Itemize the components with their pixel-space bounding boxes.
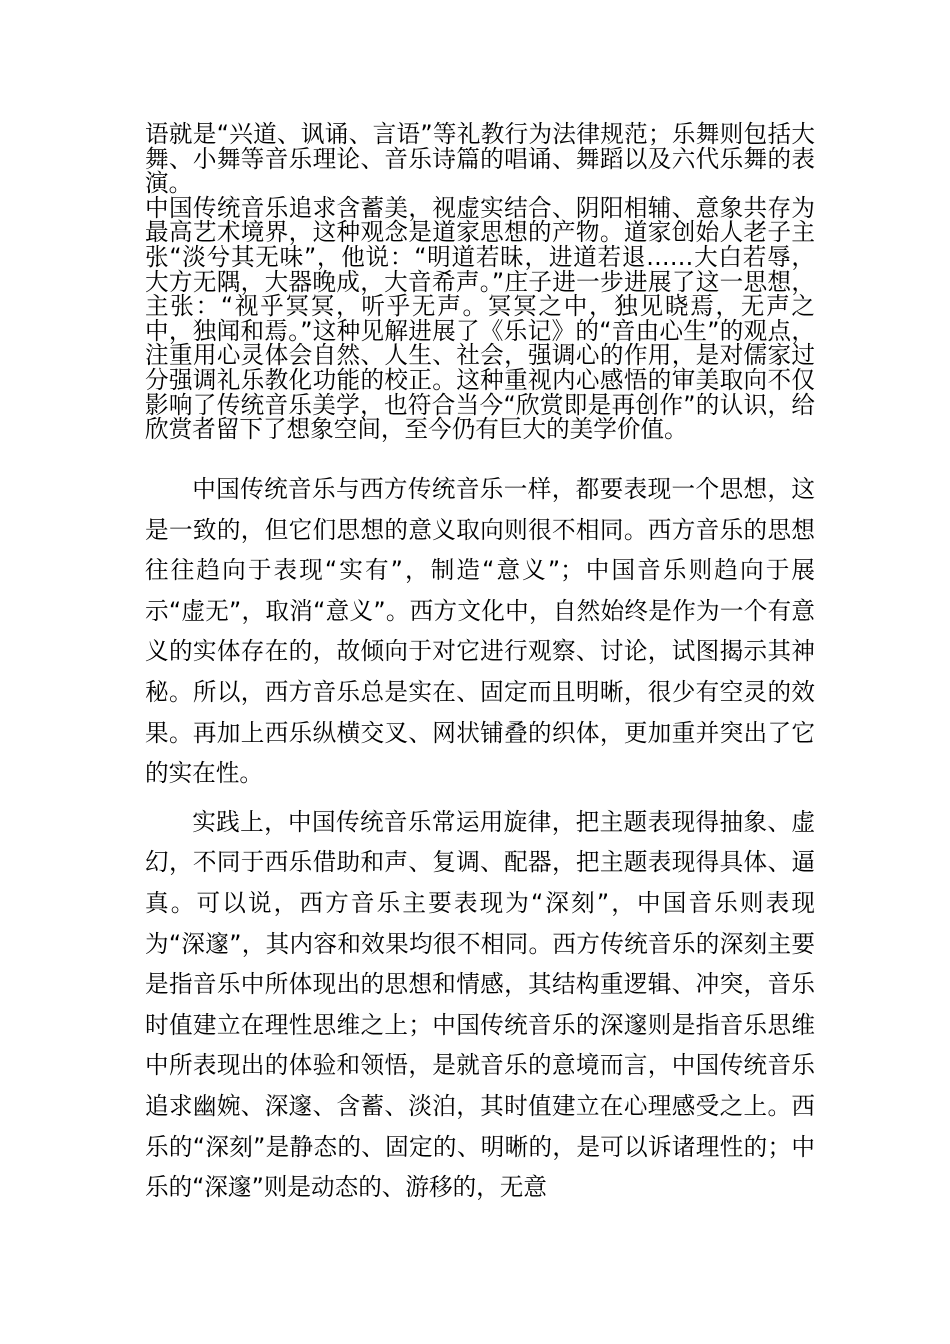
paragraph-practice-melody: 实践上，中国传统音乐常运用旋律，把主题表现得抽象、虚幻，不同于西乐借助和声、复调、配器，把主题表现得具体、逼真。可以说，西方音乐主要表现为“深刻”，中国音乐则表现为“深邃”，其内容和效果均很不相同。西方传统音乐的深刻主要是指音乐中所体现出的思想和情感，其结构重逻辑、冲突，音乐时值建立在理性思维之上；中国传统音乐的深邃则是指音乐思维中所表现出的体验和领悟，是就音乐的意境而言，中国传统音乐追求幽婉、深邃、含蓄、淡泊，其时值建立在心理感受之上。西乐的“深刻”是静态的、固定的、明晰的，是可以诉诸理性的；中乐的“深邃”则是动态的、游移的，无意 xyxy=(145,807,815,1202)
paragraph-daoist-aesthetics: 中国传统音乐追求含蓄美，视虚实结合、阴阳相辅、意象共存为最高艺术境界，这种观念是道家思想的产物。道家创始人老子主张“淡兮其无味”，他说：“明道若昧，进道若退……大白若辱，大方无隅，大器晚成，大音希声。”庄子进一步进展了这一思想，主张：“视乎冥冥，听乎无声。冥冥之中，独见晓焉，无声之中，独闻和焉。”这种见解进展了《乐记》的“音由心生”的观点，注重用心灵体会自然、人生、社会，强调心的作用，是对儒家过分强调礼乐教化功能的校正。这种重视内心感悟的审美取向不仅影响了传统音乐美学，也符合当今“欣赏即是再创作”的认识，给欣赏者留下了想象空间，至今仍有巨大的美学价值。 xyxy=(145,193,815,444)
paragraph-continuation: 语就是“兴道、讽诵、言语”等礼教行为法律规范；乐舞则包括大舞、小舞等音乐理论、音乐诗篇的唱诵、舞蹈以及六代乐舞的表演。 xyxy=(145,120,815,198)
dense-text-section xyxy=(145,122,815,442)
loose-text-section xyxy=(145,469,815,1208)
paragraph-east-west-comparison: 中国传统音乐与西方传统音乐一样，都要表现一个思想，这是一致的，但它们思想的意义取向则很不相同。西方音乐的思想往往趋向于表现“实有”，制造“意义”；中国音乐则趋向于展示“虚无”，取消“意义”。西方文化中，自然始终是作为一个有意义的实体存在的，故倾向于对它进行观察、讨论，试图揭示其神秘。所以，西方音乐总是实在、固定而且明晰，很少有空灵的效果。再加上西乐纵横交叉、网状铺叠的织体，更加重并突出了它的实在性。 xyxy=(145,475,815,788)
